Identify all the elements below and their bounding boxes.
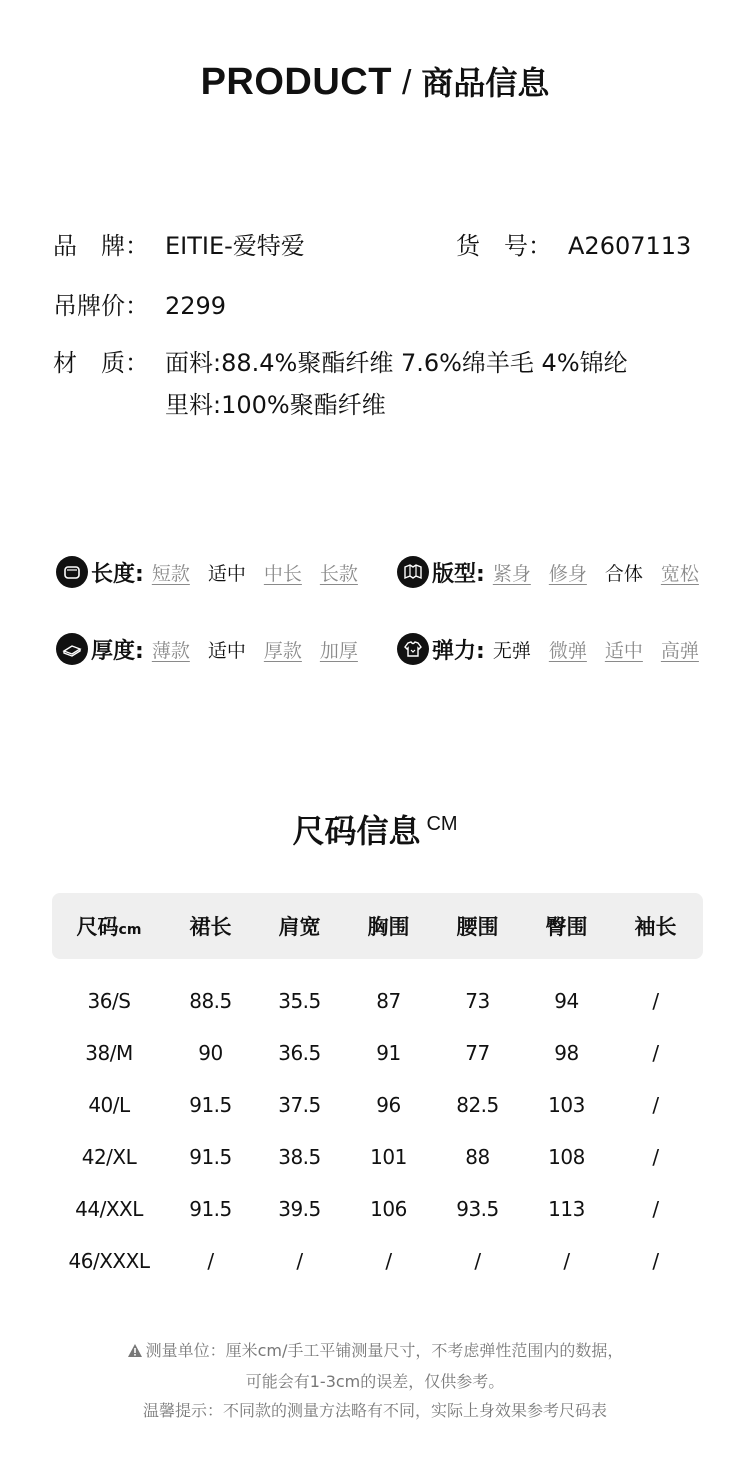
table-cell: 37.5	[278, 1093, 321, 1117]
table-row	[52, 1131, 703, 1183]
length-option-long: 长款	[319, 562, 358, 585]
fit-icon	[397, 556, 429, 588]
table-cell: 101	[370, 1145, 407, 1169]
header-waist: 腰围	[456, 915, 499, 939]
brand-value: EITIE-爱特爱	[165, 232, 305, 260]
table-row	[52, 1183, 703, 1235]
thickness-option-thin: 薄款	[151, 639, 190, 662]
table-cell: /	[652, 1249, 659, 1273]
table-cell: 36.5	[278, 1041, 321, 1065]
price-value: 2299	[165, 292, 227, 320]
attr-fit	[397, 555, 699, 589]
header-chest: 胸围	[367, 915, 410, 939]
table-cell: 91.5	[189, 1093, 232, 1117]
table-cell: 40/L	[88, 1093, 130, 1117]
attr-thickness-label: 厚度:	[91, 638, 144, 664]
material-line1: 面料:88.4%聚酯纤维 7.6%绵羊毛 4%锦纶	[165, 349, 628, 377]
table-cell: 88	[465, 1145, 490, 1169]
size-table	[52, 893, 703, 1287]
table-cell: 42/XL	[81, 1145, 137, 1169]
table-cell: 38/M	[85, 1041, 133, 1065]
page-title	[0, 58, 750, 104]
table-cell: 93.5	[456, 1197, 499, 1221]
attr-thickness	[56, 632, 358, 666]
attr-length	[56, 555, 358, 589]
table-cell: 94	[554, 989, 579, 1013]
header-skirt-length: 裙长	[189, 915, 232, 939]
material-row	[53, 343, 628, 378]
table-cell: /	[652, 1197, 659, 1221]
table-cell: /	[652, 989, 659, 1013]
elasticity-option-medium: 适中	[604, 639, 643, 662]
table-cell: 77	[465, 1041, 490, 1065]
measurement-notes	[0, 1336, 750, 1425]
material-label: 材 质：	[53, 349, 149, 377]
elasticity-option-high: 高弹	[660, 639, 699, 662]
table-row	[52, 1079, 703, 1131]
table-cell: 39.5	[278, 1197, 321, 1221]
table-cell: /	[296, 1249, 303, 1273]
size-table-body	[52, 975, 703, 1287]
elasticity-option-none: 无弹	[492, 639, 531, 662]
brand-label: 品 牌：	[53, 232, 149, 260]
table-cell: 36/S	[87, 989, 131, 1013]
table-cell: 113	[548, 1197, 585, 1221]
attr-elasticity	[397, 632, 699, 666]
table-cell: /	[652, 1145, 659, 1169]
table-cell: 98	[554, 1041, 579, 1065]
size-table-header	[52, 893, 703, 959]
table-cell: 108	[548, 1145, 585, 1169]
thickness-option-medium: 适中	[207, 639, 246, 662]
note-line-3: 温馨提示：不同款的测量方法略有不同，实际上身效果参考尺码表	[142, 1401, 607, 1420]
title-cn: 商品信息	[421, 64, 550, 102]
size-info-title	[0, 806, 750, 852]
table-cell: /	[385, 1249, 392, 1273]
attr-fit-label: 版型:	[432, 561, 485, 587]
item-no-row	[456, 226, 691, 261]
table-cell: 82.5	[456, 1093, 499, 1117]
price-row	[53, 286, 226, 321]
length-icon	[56, 556, 88, 588]
attr-length-label: 长度:	[91, 561, 144, 587]
header-sleeve: 袖长	[634, 915, 677, 939]
length-option-medium: 适中	[207, 562, 246, 585]
price-label: 吊牌价：	[53, 292, 149, 320]
header-hip: 臀围	[545, 915, 588, 939]
size-info-unit: CM	[426, 813, 458, 835]
note-line-1: 测量单位：厘米cm/手工平铺测量尺寸，不考虑弹性范围内的数据，	[0, 1336, 750, 1367]
table-cell: 96	[376, 1093, 401, 1117]
size-info-heading: 尺码信息	[292, 812, 421, 850]
table-row	[52, 975, 703, 1027]
thickness-option-thick: 厚款	[263, 639, 302, 662]
header-size: 尺码cm	[76, 915, 142, 939]
table-cell: 91.5	[189, 1145, 232, 1169]
table-cell: 73	[465, 989, 490, 1013]
attr-elasticity-label: 弹力:	[432, 638, 485, 664]
material-row-2	[165, 385, 386, 420]
table-cell: 38.5	[278, 1145, 321, 1169]
elasticity-icon	[397, 633, 429, 665]
header-shoulder: 肩宽	[278, 915, 321, 939]
thickness-icon	[56, 633, 88, 665]
table-cell: 103	[548, 1093, 585, 1117]
table-cell: 90	[198, 1041, 223, 1065]
table-cell: 44/XXL	[75, 1197, 143, 1221]
table-cell: /	[563, 1249, 570, 1273]
table-cell: 106	[370, 1197, 407, 1221]
fit-option-tight: 紧身	[492, 562, 531, 585]
title-en: PRODUCT	[200, 61, 392, 103]
material-line2: 里料:100%聚酯纤维	[165, 391, 386, 419]
length-option-short: 短款	[151, 562, 190, 585]
fit-option-regular: 合体	[604, 562, 643, 585]
warning-icon	[127, 1338, 143, 1367]
fit-option-loose: 宽松	[660, 562, 699, 585]
title-separator: /	[401, 64, 412, 102]
thickness-option-extra-thick: 加厚	[319, 639, 358, 662]
table-row	[52, 1027, 703, 1079]
item-no-value: A2607113	[568, 232, 692, 260]
item-no-label: 货 号：	[456, 232, 552, 260]
table-cell: 35.5	[278, 989, 321, 1013]
brand-row	[53, 226, 305, 261]
table-cell: 88.5	[189, 989, 232, 1013]
table-cell: /	[652, 1093, 659, 1117]
table-row	[52, 1235, 703, 1287]
table-cell: 91.5	[189, 1197, 232, 1221]
table-cell: /	[474, 1249, 481, 1273]
elasticity-option-slight: 微弹	[548, 639, 587, 662]
table-cell: /	[652, 1041, 659, 1065]
table-cell: 91	[376, 1041, 401, 1065]
fit-option-slim: 修身	[548, 562, 587, 585]
table-cell: /	[207, 1249, 214, 1273]
table-cell: 87	[376, 989, 401, 1013]
length-option-midlong: 中长	[263, 562, 302, 585]
note-line-2: 可能会有1-3cm的误差，仅供参考。	[245, 1372, 505, 1391]
table-cell: 46/XXXL	[68, 1249, 150, 1273]
